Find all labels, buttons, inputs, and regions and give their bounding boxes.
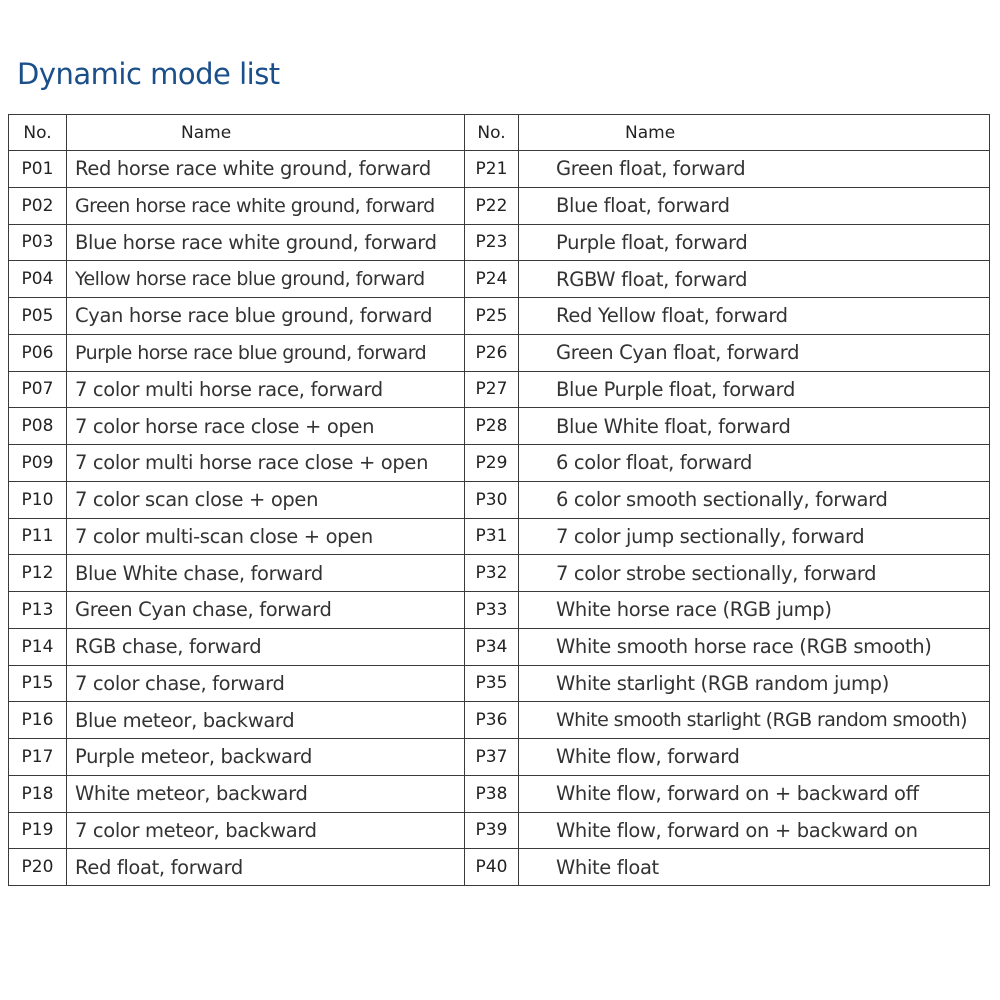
mode-name-right: 6 color smooth sectionally, forward — [519, 481, 990, 518]
mode-number-right: P40 — [465, 849, 519, 886]
page-title: Dynamic mode list — [17, 57, 280, 91]
table-row — [9, 371, 990, 408]
mode-name-right: White smooth horse race (RGB smooth) — [519, 628, 990, 665]
mode-name-left: 7 color chase, forward — [67, 665, 465, 702]
mode-number-right: P31 — [465, 518, 519, 555]
column-header-name-right-label: Name — [625, 122, 676, 143]
mode-name-left: Blue meteor, backward — [67, 702, 465, 739]
table-header-row — [9, 115, 990, 151]
mode-name-left: White meteor, backward — [67, 775, 465, 812]
mode-number-left: P16 — [9, 702, 67, 739]
mode-name-right: White flow, forward on + backward on — [519, 812, 990, 849]
mode-number-right: P24 — [465, 261, 519, 298]
mode-number-left: P14 — [9, 628, 67, 665]
mode-name-right: Purple float, forward — [519, 224, 990, 261]
table-row — [9, 408, 990, 445]
mode-number-right: P22 — [465, 187, 519, 224]
mode-name-left: 7 color multi horse race, forward — [67, 371, 465, 408]
mode-number-right: P26 — [465, 334, 519, 371]
mode-name-right: 7 color strobe sectionally, forward — [519, 555, 990, 592]
mode-number-left: P15 — [9, 665, 67, 702]
mode-name-right: 6 color float, forward — [519, 445, 990, 482]
mode-name-right: White flow, forward — [519, 739, 990, 776]
mode-number-left: P12 — [9, 555, 67, 592]
mode-number-left: P01 — [9, 151, 67, 188]
mode-name-left: Red float, forward — [67, 849, 465, 886]
table-row — [9, 628, 990, 665]
column-header-name-left-label: Name — [181, 122, 232, 143]
mode-number-right: P35 — [465, 665, 519, 702]
mode-number-left: P19 — [9, 812, 67, 849]
table-row — [9, 481, 990, 518]
mode-name-right: White float — [519, 849, 990, 886]
mode-name-left: Green Cyan chase, forward — [67, 592, 465, 629]
mode-number-left: P09 — [9, 445, 67, 482]
mode-number-right: P39 — [465, 812, 519, 849]
table-row — [9, 592, 990, 629]
table-row — [9, 445, 990, 482]
mode-number-right: P36 — [465, 702, 519, 739]
mode-number-right: P32 — [465, 555, 519, 592]
mode-number-right: P29 — [465, 445, 519, 482]
mode-name-right: Blue White float, forward — [519, 408, 990, 445]
mode-name-left: Red horse race white ground, forward — [67, 151, 465, 188]
column-header-name-right — [519, 115, 990, 151]
mode-number-right: P38 — [465, 775, 519, 812]
table-row — [9, 702, 990, 739]
mode-number-left: P17 — [9, 739, 67, 776]
mode-name-right: White starlight (RGB random jump) — [519, 665, 990, 702]
mode-number-right: P33 — [465, 592, 519, 629]
mode-number-left: P02 — [9, 187, 67, 224]
mode-name-right: RGBW float, forward — [519, 261, 990, 298]
mode-name-right: Green Cyan float, forward — [519, 334, 990, 371]
mode-name-left: Yellow horse race blue ground, forward — [67, 261, 465, 298]
table-row — [9, 334, 990, 371]
mode-name-right: Blue Purple float, forward — [519, 371, 990, 408]
table-row — [9, 775, 990, 812]
mode-number-left: P08 — [9, 408, 67, 445]
table-row — [9, 151, 990, 188]
mode-name-left: RGB chase, forward — [67, 628, 465, 665]
mode-name-right: White smooth starlight (RGB random smooth) — [519, 702, 990, 739]
mode-name-left: Blue horse race white ground, forward — [67, 224, 465, 261]
mode-name-left: 7 color multi horse race close + open — [67, 445, 465, 482]
table-row — [9, 665, 990, 702]
table-row — [9, 261, 990, 298]
mode-number-right: P37 — [465, 739, 519, 776]
mode-number-left: P10 — [9, 481, 67, 518]
mode-name-right: White horse race (RGB jump) — [519, 592, 990, 629]
dynamic-mode-table — [8, 114, 990, 886]
mode-name-left: Blue White chase, forward — [67, 555, 465, 592]
table-row — [9, 739, 990, 776]
mode-number-left: P11 — [9, 518, 67, 555]
mode-number-left: P06 — [9, 334, 67, 371]
mode-number-right: P28 — [465, 408, 519, 445]
mode-number-left: P05 — [9, 298, 67, 335]
mode-number-left: P04 — [9, 261, 67, 298]
mode-name-right: Blue float, forward — [519, 187, 990, 224]
mode-name-left: Cyan horse race blue ground, forward — [67, 298, 465, 335]
mode-name-left: 7 color horse race close + open — [67, 408, 465, 445]
mode-number-left: P07 — [9, 371, 67, 408]
table-row — [9, 555, 990, 592]
column-header-no-right: No. — [465, 115, 519, 151]
mode-name-right: Green float, forward — [519, 151, 990, 188]
mode-name-right: 7 color jump sectionally, forward — [519, 518, 990, 555]
column-header-no-left: No. — [9, 115, 67, 151]
mode-name-right: White flow, forward on + backward off — [519, 775, 990, 812]
table-row — [9, 812, 990, 849]
mode-number-right: P25 — [465, 298, 519, 335]
mode-number-right: P23 — [465, 224, 519, 261]
mode-name-right: Red Yellow float, forward — [519, 298, 990, 335]
mode-name-left: 7 color multi-scan close + open — [67, 518, 465, 555]
mode-number-right: P27 — [465, 371, 519, 408]
mode-number-left: P13 — [9, 592, 67, 629]
mode-name-left: Green horse race white ground, forward — [67, 187, 465, 224]
mode-number-left: P03 — [9, 224, 67, 261]
mode-name-left: Purple horse race blue ground, forward — [67, 334, 465, 371]
mode-name-left: 7 color scan close + open — [67, 481, 465, 518]
mode-number-right: P30 — [465, 481, 519, 518]
mode-name-left: 7 color meteor, backward — [67, 812, 465, 849]
column-header-name-left — [67, 115, 465, 151]
mode-number-left: P20 — [9, 849, 67, 886]
mode-name-left: Purple meteor, backward — [67, 739, 465, 776]
mode-number-left: P18 — [9, 775, 67, 812]
table-row — [9, 298, 990, 335]
mode-number-right: P34 — [465, 628, 519, 665]
table-row — [9, 187, 990, 224]
table-row — [9, 849, 990, 886]
mode-number-right: P21 — [465, 151, 519, 188]
table-row — [9, 224, 990, 261]
table-row — [9, 518, 990, 555]
